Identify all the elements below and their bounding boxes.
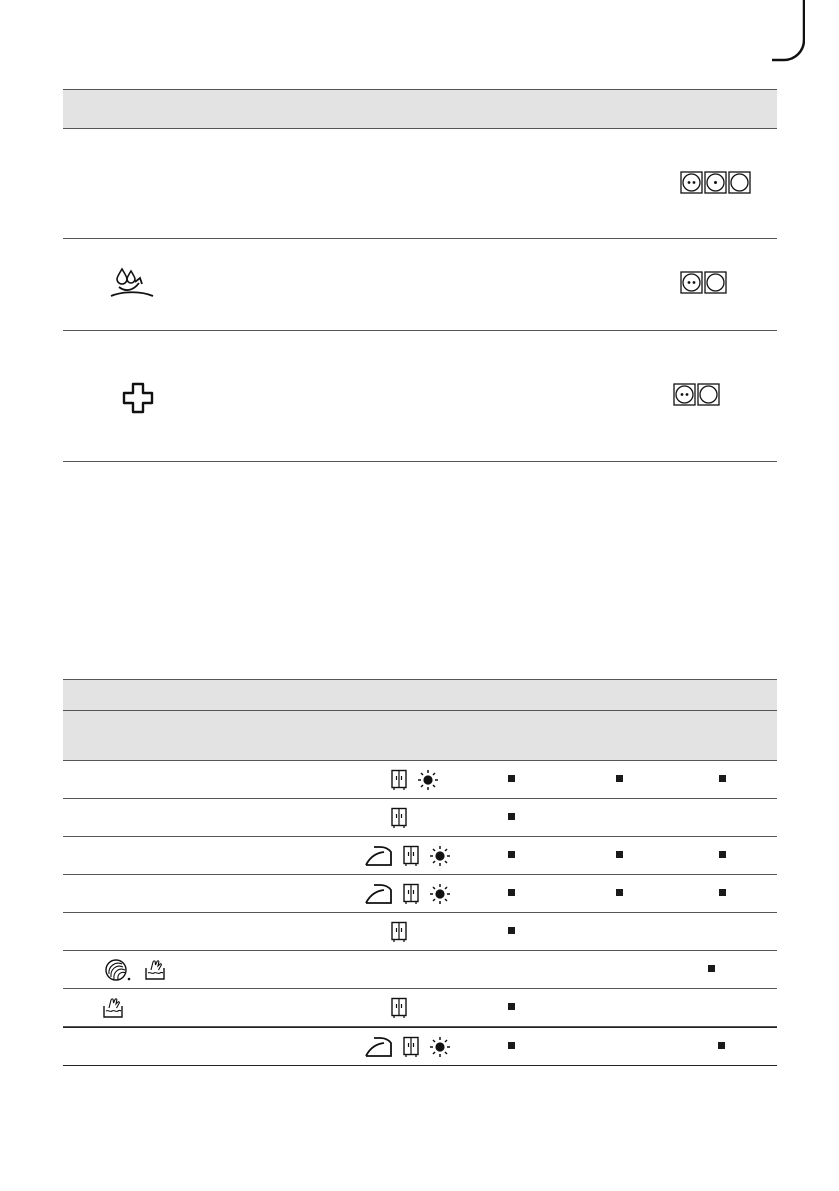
load-icons-2 (680, 271, 728, 295)
empty-circle-icon (705, 272, 726, 293)
check-mark-icon (616, 851, 623, 858)
dot-1-icon (705, 172, 726, 193)
programme-row-1 (63, 129, 777, 239)
load-icons-3 (673, 383, 721, 407)
cabinet-icon (390, 921, 408, 943)
check-mark-icon (719, 851, 726, 858)
dot-2-icon (674, 384, 695, 405)
options-row (63, 799, 777, 837)
check-mark-icon (508, 813, 515, 820)
check-mark-icon (508, 775, 515, 782)
options-row (63, 1027, 777, 1066)
options-row (63, 989, 777, 1027)
options-row (63, 951, 777, 989)
options-table-header-1 (63, 679, 777, 711)
wool-ball-icon (104, 958, 138, 982)
drops-rising-icon (109, 265, 157, 307)
cabinet-icon (402, 845, 420, 867)
handwash-tub-icon (144, 958, 166, 982)
iron-icon (364, 883, 394, 905)
check-mark-icon (616, 889, 623, 896)
check-mark-icon (719, 889, 726, 896)
options-table-body (63, 761, 777, 1066)
empty-circle-icon (698, 384, 719, 405)
check-mark-icon (718, 1042, 725, 1049)
options-row (63, 913, 777, 951)
check-mark-icon (508, 1003, 515, 1010)
cabinet-icon (390, 769, 408, 791)
dot-2-icon (681, 172, 702, 193)
programme-table (63, 89, 777, 462)
sun-icon (428, 1036, 452, 1058)
cabinet-icon (402, 1036, 420, 1058)
options-row (63, 761, 777, 799)
cross-outline-icon (121, 381, 155, 415)
dot-2-icon (681, 272, 702, 293)
sun-icon (428, 845, 452, 867)
handwash-tub-icon (102, 996, 124, 1020)
sun-icon (416, 769, 440, 791)
check-mark-icon (719, 775, 726, 782)
programme-table-header (63, 89, 777, 129)
options-table (63, 679, 777, 1066)
programme-row-2 (63, 239, 777, 331)
sun-icon (428, 883, 452, 905)
options-row (63, 837, 777, 875)
cabinet-icon (390, 997, 408, 1019)
check-mark-icon (508, 1042, 515, 1049)
check-mark-icon (508, 851, 515, 858)
iron-icon (364, 1036, 394, 1058)
iron-icon (364, 845, 394, 867)
cabinet-icon (390, 807, 408, 829)
check-mark-icon (616, 775, 623, 782)
page-corner-mark (772, 0, 805, 62)
empty-circle-icon (729, 172, 750, 193)
check-mark-icon (708, 965, 715, 972)
check-mark-icon (508, 889, 515, 896)
cabinet-icon (402, 883, 420, 905)
load-icons-1 (680, 171, 752, 195)
check-mark-icon (508, 927, 515, 934)
programme-row-3 (63, 331, 777, 462)
options-table-header-2 (63, 711, 777, 761)
options-row (63, 875, 777, 913)
